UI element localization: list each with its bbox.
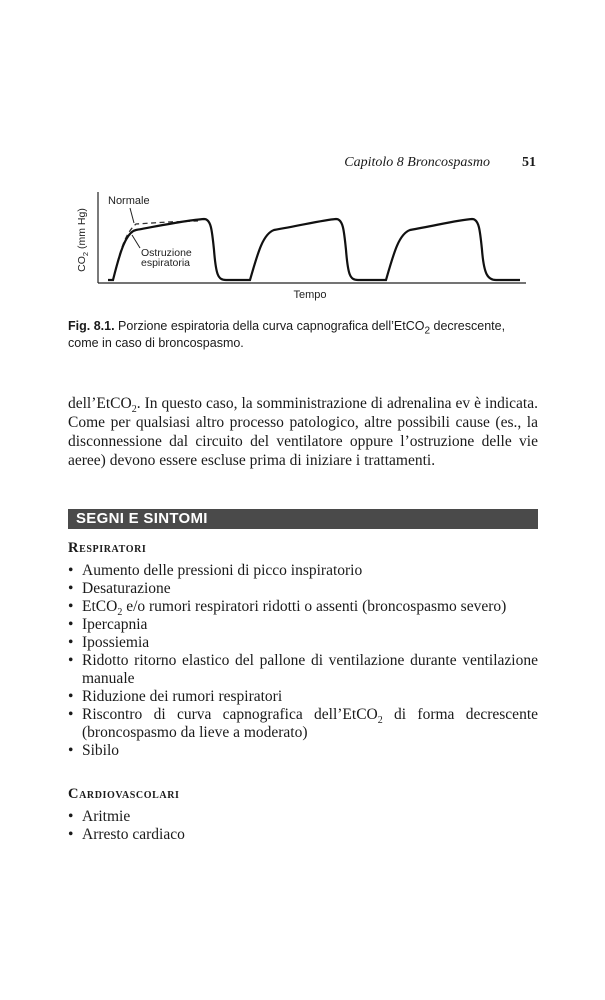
- obstruction-label-line1: Ostruzione: [141, 247, 192, 259]
- normal-label: Normale: [108, 195, 150, 207]
- list-item: • Ipercapnia: [68, 616, 538, 634]
- figure-label: Fig. 8.1.: [68, 319, 115, 333]
- list-item: • Aumento delle pressioni di picco inspiratorio: [68, 562, 538, 580]
- running-header: [68, 155, 536, 175]
- x-axis-label: Tempo: [293, 289, 327, 301]
- respiratory-list: [68, 562, 538, 760]
- cardiovascular-heading: Cardiovascolari: [68, 786, 180, 802]
- caption-text: Porzione espiratoria della curva capnografica dell’EtCO$_2$ decrescente, come in caso di broncospasmo.: [68, 319, 506, 350]
- y-axis-label: $CO_2$ (mm Hg): [76, 208, 90, 272]
- list-item: • Arresto cardiaco: [68, 826, 538, 844]
- list-item: • Sibilo: [68, 742, 538, 760]
- obstruction-pointer: [132, 235, 140, 248]
- list-item: • Riduzione dei rumori respiratori: [68, 688, 538, 706]
- list-item: • Ipossiemia: [68, 634, 538, 652]
- chapter-title: Capitolo 8 Broncospasmo: [344, 155, 490, 170]
- list-item: • Desaturazione: [68, 580, 538, 598]
- list-item: • Aritmie: [68, 808, 538, 826]
- cardiovascular-list: [68, 808, 538, 844]
- body-paragraph: dell’EtCO$_2$. In questo caso, la somministrazione di adrenalina ev è indicata. Come per qualsiasi altro processo patologico, altre possibili cause (es., la disconnessione dal circuito del ventilatore oppure l’ostruzione delle vie aeree) devono essere escluse prima di iniziare i trattamenti.: [68, 395, 538, 469]
- respiratory-heading: Respiratori: [68, 540, 147, 556]
- page-number: 51: [522, 155, 536, 170]
- list-item: • Riscontro di curva capnografica dell’EtCO$_2$ di forma decrescente (broncospasmo da lieve a moderato): [68, 706, 538, 742]
- capnography-diagram: [68, 190, 538, 310]
- normal-pointer: [130, 208, 134, 223]
- section-heading: SEGNI E SINTOMI: [68, 509, 538, 529]
- obstruction-label-line2: espiratoria: [141, 257, 191, 269]
- list-item: • EtCO$_2$ e/o rumori respiratori ridotti o assenti (broncospasmo severo): [68, 598, 538, 616]
- capnography-figure: [68, 190, 538, 310]
- figure-caption: [68, 318, 538, 352]
- list-item: • Ridotto ritorno elastico del pallone di ventilazione durante ventilazione manuale: [68, 652, 538, 688]
